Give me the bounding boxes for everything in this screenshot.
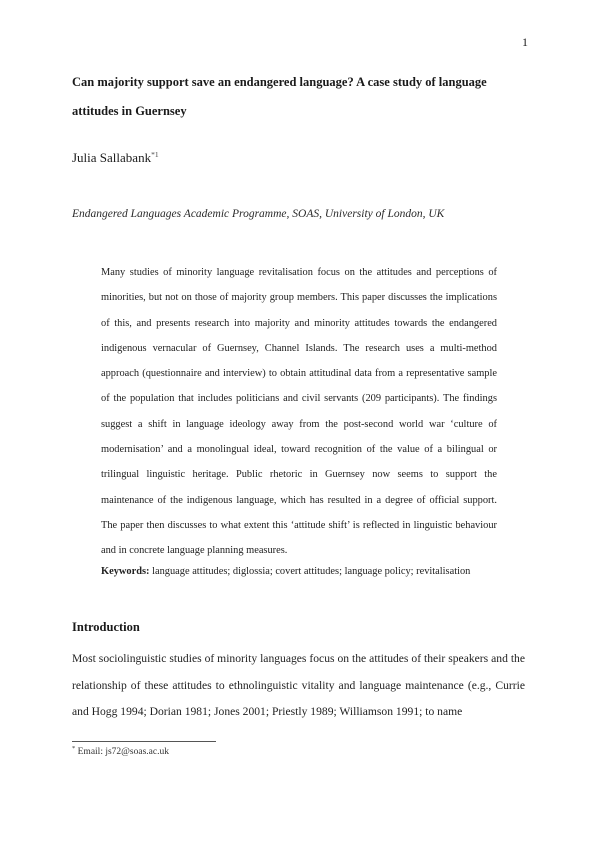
footnote-marker: * — [72, 745, 76, 752]
footnote — [72, 745, 169, 757]
introduction-body — [72, 646, 525, 726]
introduction-paragraph: Most sociolinguistic studies of minority languages focus on the attitudes of their speakers and the relationship of these attitudes to ethnolinguistic vitality and language maintenance (e.g., Currie and Hogg 1994; Dorian 1981; Jones 2001; Priestly 1989; Williamson 1991; to name — [72, 652, 525, 719]
page-number: 1 — [522, 35, 528, 49]
footnote-divider — [72, 741, 216, 742]
footnote-email: Email: js72@soas.ac.uk — [77, 747, 169, 757]
keywords-text: language attitudes; diglossia; covert attitudes; language policy; revitalisation — [152, 566, 471, 577]
author-name: Julia Sallabank — [72, 150, 152, 165]
abstract — [101, 260, 497, 564]
author-line — [72, 150, 159, 166]
paper-title: Can majority support save an endangered language? A case study of language attitudes in Guernsey — [72, 75, 487, 118]
abstract-text: Many studies of minority language revitalisation focus on the attitudes and perceptions of minorities, but not on those of majority group members. This paper discusses the implications of this, and presents research into majority and minority attitudes towards the endangered indigenous vernacular of Guernsey, Channel Islands. The research uses a multi-method approach (questionnaire and interview) to obtain attitudinal data from a representative sample of the population that includes politicians and civil servants (209 participants). The findings suggest a shift in language ideology away from the post-second world war ‘culture of modernisation’ and a monolingual ideal, toward recognition of the value of a bilingual or trilingual linguistic heritage. Public rhetoric in Guernsey now seems to support the maintenance of the indigenous language, which has resulted in a degree of official support. The paper then discusses to what extent this ‘attitude shift’ is reflected in linguistic behaviour and in concrete language planning measures. — [101, 267, 497, 557]
author-footnote-marker: *1 — [151, 150, 159, 159]
section-heading-introduction: Introduction — [72, 620, 140, 634]
keywords-label: Keywords: — [101, 566, 150, 577]
affiliation: Endangered Languages Academic Programme, SOAS, University of London, UK — [72, 208, 445, 220]
keywords — [101, 566, 521, 577]
